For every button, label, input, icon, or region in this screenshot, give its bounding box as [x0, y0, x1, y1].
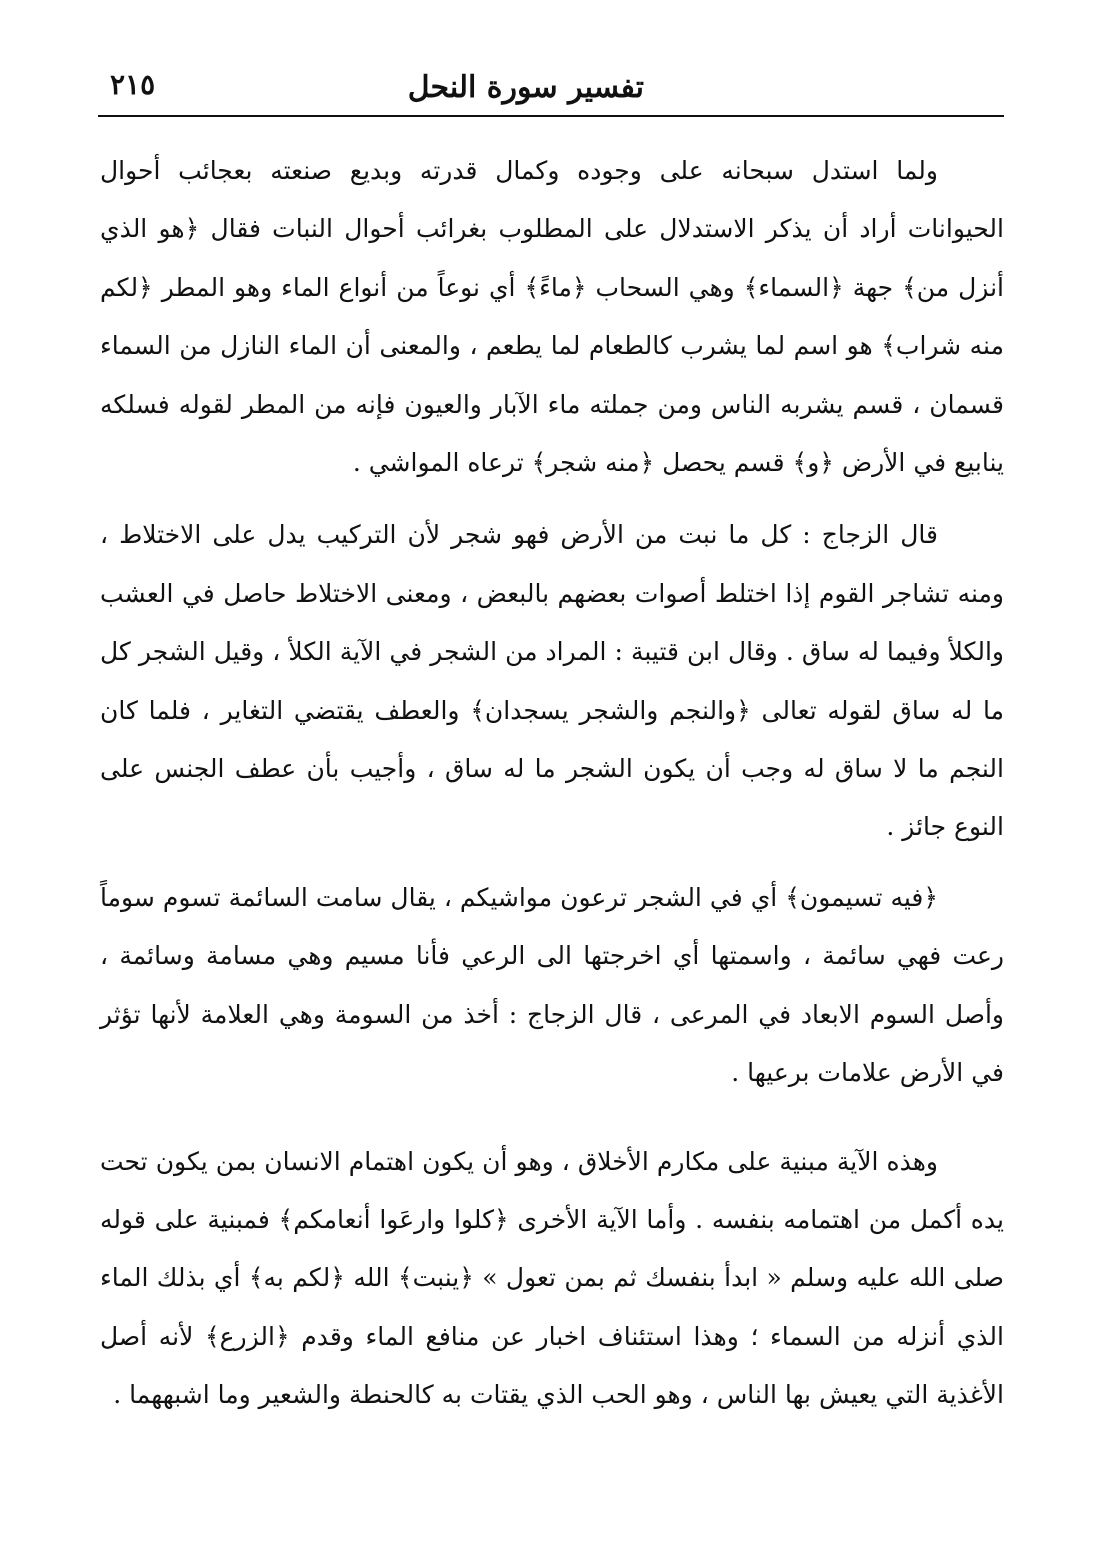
body-text: [100, 142, 1004, 1425]
running-title: تفسير سورة النحل: [407, 70, 644, 105]
paragraph-1: ولما استدل سبحانه على وجوده وكمال قدرته وبديع صنعته بعجائب أحوال الحيوانات أراد أن يذكر الاستدلال على المطلوب بغرائب أحوال النبات فقال ﴿هو الذي أنزل من﴾ جهة ﴿السماء﴾ وهي السحاب ﴿ماءً﴾ أي نوعاً من أنواع الماء وهو المطر ﴿لكم منه شراب﴾ هو اسم لما يشرب كالطعام لما يطعم ، والمعنى أن الماء النازل من السماء قسمان ، قسم يشربه الناس ومن جملته ماء الآبار والعيون فإنه من المطر لقوله فسلكه ينابيع في الأرض ﴿و﴾ قسم يحصل ﴿منه شجر﴾ ترعاه المواشي .: [100, 156, 1004, 478]
paragraph-3: ﴿فيه تسيمون﴾ أي في الشجر ترعون مواشيكم ، يقال سامت السائمة تسوم سوماً رعت فهي سائمة ، واسمتها أي اخرجتها الى الرعي فأنا مسيم وهي مسامة وسائمة ، وأصل السوم الابعاد في المرعى ، قال الزجاج : أخذ من السومة وهي العلامة لأنها تؤثر في الأرض علامات برعيها .: [100, 882, 1004, 1088]
page-number: ٢١٥: [110, 68, 156, 101]
paragraph-4: وهذه الآية مبنية على مكارم الأخلاق ، وهو أن يكون اهتمام الانسان بمن يكون تحت يده أكمل من اهتمامه بنفسه . وأما الآية الأخرى ﴿كلوا وارعَوا أنعامكم﴾ فمبنية على قوله صلى الله عليه وسلم « ابدأ بنفسك ثم بمن تعول » ﴿ينبت﴾ الله ﴿لكم به﴾ أي بذلك الماء الذي أنزله من السماء ؛ وهذا استئناف اخبار عن منافع الماء وقدم ﴿الزرع﴾ لأنه أصل الأغذية التي يعيش بها الناس ، وهو الحب الذي يقتات به كالحنطة والشعير وما اشبههما .: [100, 1146, 1004, 1410]
header-rule: [98, 115, 1004, 117]
page-header: [98, 62, 1004, 116]
paragraph-2: قال الزجاج : كل ما نبت من الأرض فهو شجر لأن التركيب يدل على الاختلاط ، ومنه تشاجر القوم إذا اختلط أصوات بعضهم بالبعض ، ومعنى الاختلاط حاصل في العشب والكلأ وفيما له ساق . وقال ابن قتيبة : المراد من الشجر في الآية الكلأ ، وقيل الشجر كل ما له ساق لقوله تعالى ﴿والنجم والشجر يسجدان﴾ والعطف يقتضي التغاير ، فلما كان النجم ما لا ساق له وجب أن يكون الشجر ما له ساق ، وأجيب بأن عطف الجنس على النوع جائز .: [100, 520, 1004, 842]
